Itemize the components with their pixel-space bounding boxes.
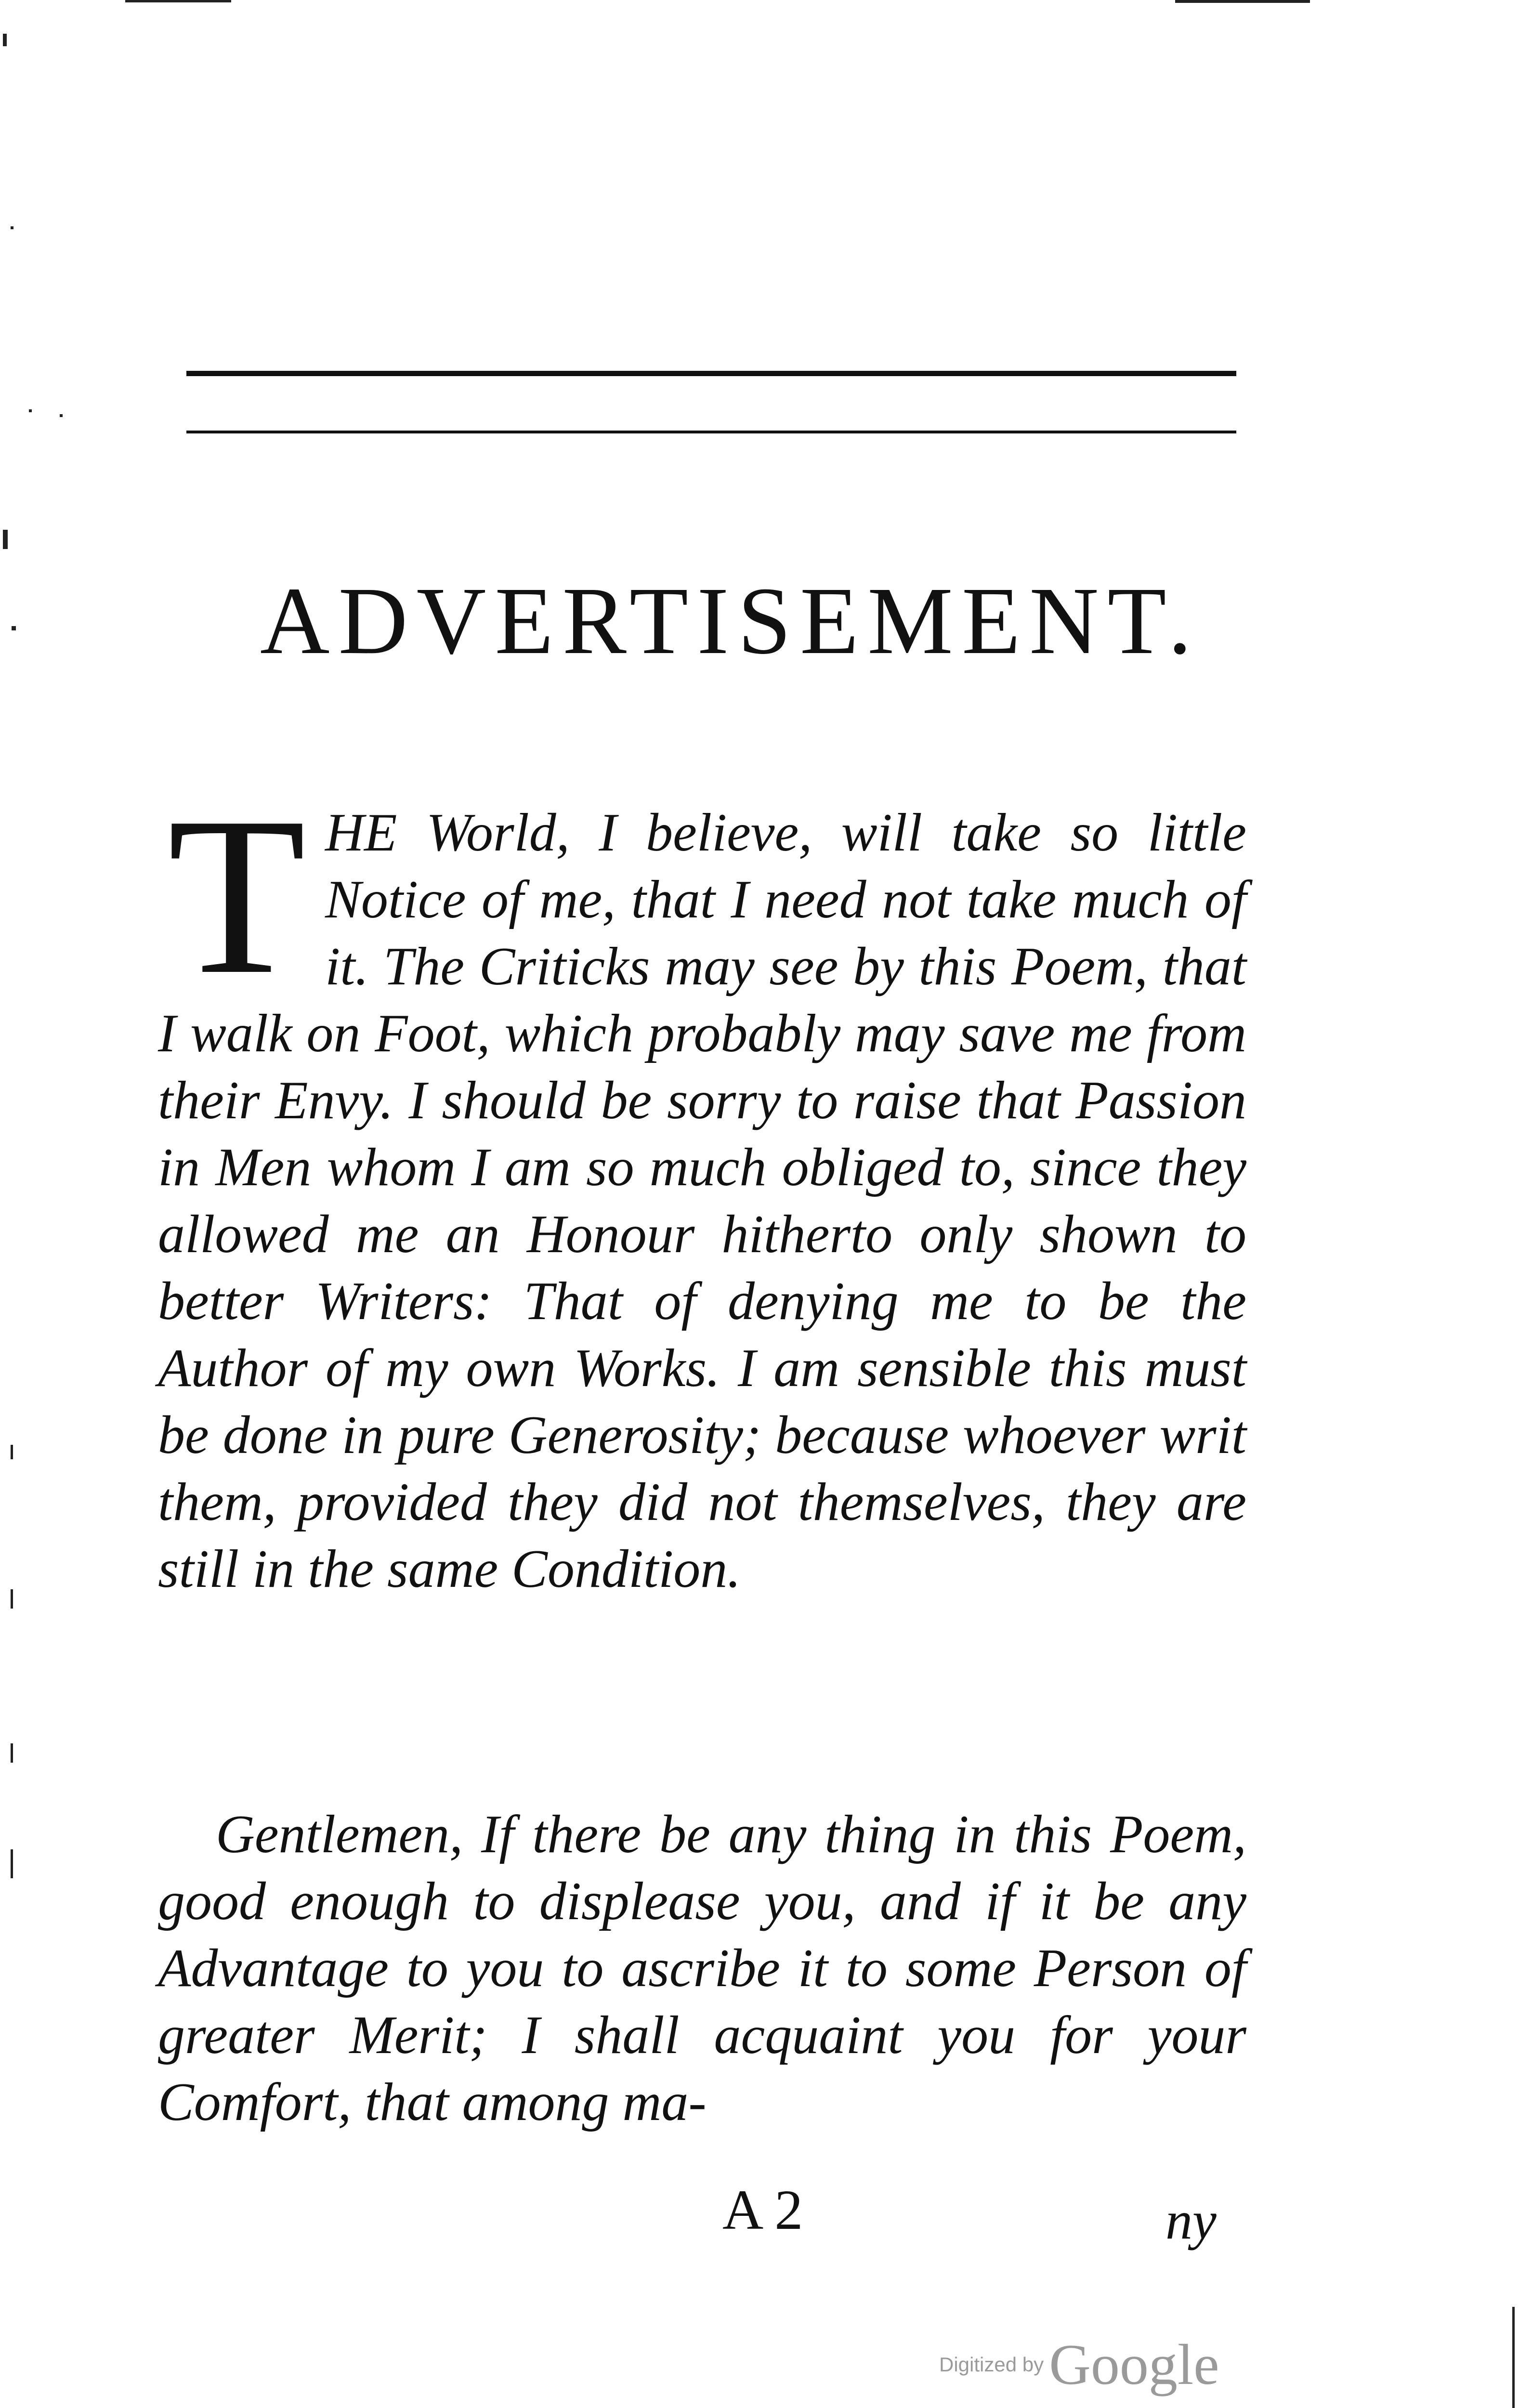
watermark-prefix: Digitized by bbox=[939, 2353, 1044, 2376]
scan-speck bbox=[11, 1445, 13, 1459]
scan-speck bbox=[60, 414, 63, 417]
top-rule bbox=[186, 371, 1236, 376]
paragraph-2-text: Gentlemen, If there be any thing in this Poem, good enough to displease you, and if it be any Advantage to you to ascribe it to some Person of greater Merit; I shall acquaint you for your Comfort, that among ma- bbox=[158, 1805, 1246, 2132]
body-paragraph-2 bbox=[158, 1801, 1246, 2136]
scan-speck bbox=[11, 1589, 13, 1609]
scan-speck bbox=[12, 626, 16, 630]
scan-speck bbox=[3, 530, 8, 549]
scan-speck bbox=[1175, 0, 1310, 3]
digitized-watermark bbox=[939, 2332, 1219, 2396]
bottom-rule bbox=[186, 431, 1236, 433]
body-paragraph-1 bbox=[158, 770, 1246, 1603]
scan-speck bbox=[1512, 2307, 1515, 2408]
google-logo: Google bbox=[1049, 2332, 1219, 2396]
scan-speck bbox=[11, 226, 13, 229]
scan-speck bbox=[11, 1849, 13, 1878]
signature-mark: A 2 bbox=[722, 2178, 803, 2241]
scan-speck bbox=[29, 409, 32, 412]
drop-cap: T bbox=[168, 770, 306, 1021]
catchword: ny bbox=[1165, 2191, 1217, 2251]
scan-speck bbox=[125, 0, 231, 2]
scan-speck bbox=[3, 34, 7, 46]
paragraph-1-text: HE World, I believe, will take so little Notice of me, that I need not take much of it. The Criticks may see by this Poem, that I walk on Foot, which probably may save me from their Envy. I should be sorry to raise that Passion in Men whom I am so much obliged to, since they allowed me an Honour hitherto only shown to better Writers: That of denying me to be the Author of my own Works. I am sensible this must be done in pure Generosity; because whoever writ them, provided they did not themselves, they are still in the same Condition. bbox=[158, 803, 1246, 1599]
scan-speck bbox=[11, 1743, 13, 1763]
page-heading: ADVERTISEMENT. bbox=[260, 568, 1201, 674]
